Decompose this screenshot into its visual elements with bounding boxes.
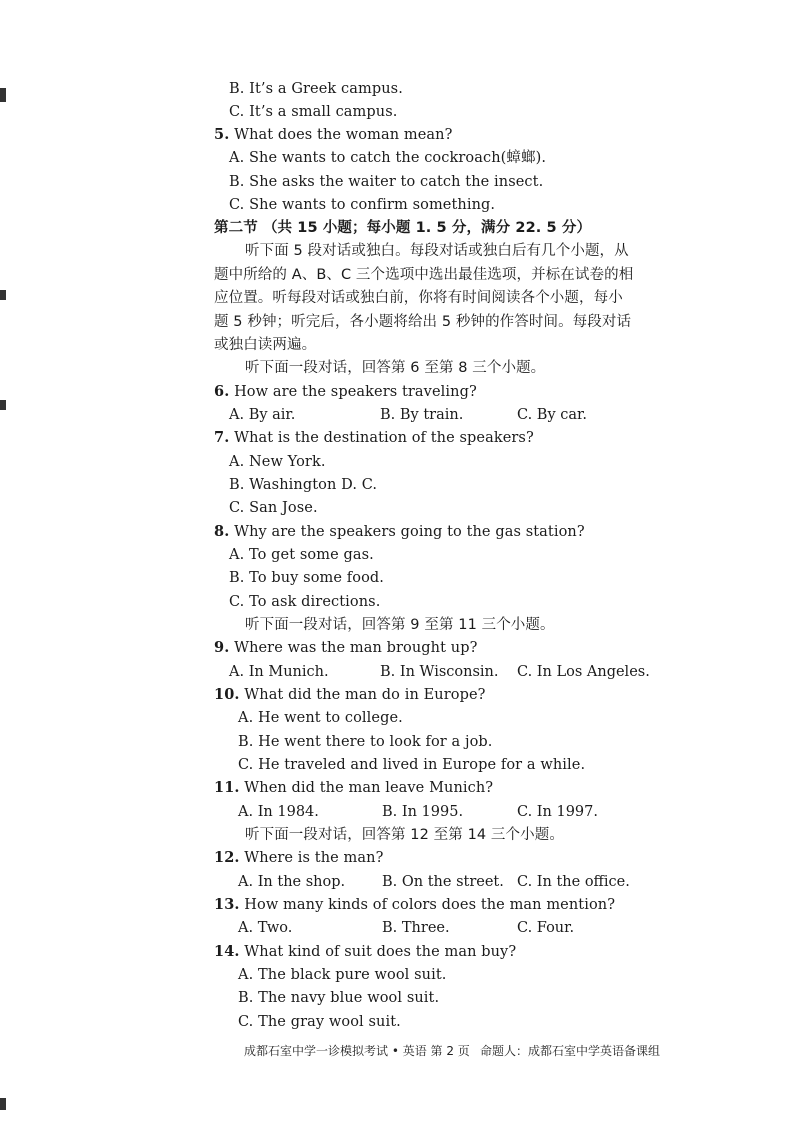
dialogue-intro: 听下面一段对话，回答第 12 至第 14 三个小题。 [245,827,564,843]
option-14b: B. The navy blue wool suit. [238,990,440,1006]
instruction-line: 听下面 5 段对话或独白。每段对话或独白后有几个小题，从 [245,243,629,259]
dialogue-intro: 听下面一段对话，回答第 9 至第 11 三个小题。 [245,617,555,633]
option-8c: C. To ask directions. [229,594,381,610]
instruction-line: 题 5 秒钟；听完后，各小题将给出 5 秒钟的作答时间。每段对话 [214,314,632,330]
option-7c: C. San Jose. [229,500,318,516]
option-6a: A. By air. [229,407,296,423]
question-number: 5. [214,126,230,143]
dialogue-intro: 听下面一段对话，回答第 6 至第 8 三个小题。 [245,360,546,376]
section-heading: 第二节 （共 15 小题；每小题 1. 5 分，满分 22. 5 分） [214,220,592,236]
scan-edge-mark [0,88,6,102]
option-9c: C. In Los Angeles. [517,664,650,680]
question-text: What kind of suit does the man buy? [244,944,517,960]
option-6b: B. By train. [380,407,464,423]
option-11b: B. In 1995. [382,804,464,820]
question-12 [214,848,383,868]
question-8 [214,522,585,542]
instruction-line: 或独白读两遍。 [214,337,317,353]
question-text: Where is the man? [244,850,384,866]
option-6c: C. By car. [517,407,587,423]
option-7a: A. New York. [229,454,326,470]
question-number: 10. [214,686,240,703]
instruction-line: 应位置。听每段对话或独白前，你将有时间阅读各个小题，每小 [214,290,623,306]
option-9a: A. In Munich. [229,664,329,680]
scan-edge-mark [0,400,6,410]
question-number: 6. [214,383,230,400]
question-13 [214,895,615,915]
option-9b: B. In Wisconsin. [380,664,499,680]
question-9 [214,638,477,658]
question-text: What is the destination of the speakers? [234,430,534,446]
question-number: 7. [214,429,230,446]
option-12c: C. In the office. [517,874,630,890]
option-4c: C. It’s a small campus. [229,104,398,120]
option-8b: B. To buy some food. [229,570,385,586]
option-13a: A. Two. [238,920,293,936]
option-5c: C. She wants to confirm something. [229,197,496,213]
question-number: 13. [214,896,240,913]
instruction-line: 题中所给的 A、B、C 三个选项中选出最佳选项，并标在试卷的相 [214,267,634,283]
question-number: 8. [214,523,230,540]
question-5 [214,125,452,145]
question-number: 9. [214,639,230,656]
option-10b: B. He went there to look for a job. [238,734,493,750]
question-7 [214,428,534,448]
option-14a: A. The black pure wool suit. [238,967,447,983]
option-5a: A. She wants to catch the cockroach(蟑螂). [229,150,547,166]
scan-edge-mark [0,290,6,300]
option-10c: C. He traveled and lived in Europe for a while. [238,757,586,773]
page-footer-right: 命题人：成都石室中学英语备课组 [480,1044,661,1058]
question-number: 14. [214,943,240,960]
question-number: 11. [214,779,240,796]
option-8a: A. To get some gas. [229,547,374,563]
question-text: Where was the man brought up? [234,640,478,656]
question-text: What does the woman mean? [234,127,453,143]
scan-edge-mark [0,1098,6,1110]
option-5b: B. She asks the waiter to catch the insect. [229,174,544,190]
question-text: What did the man do in Europe? [244,687,486,703]
option-12b: B. On the street. [382,874,504,890]
option-12a: A. In the shop. [238,874,346,890]
question-text: How are the speakers traveling? [234,384,477,400]
question-text: When did the man leave Munich? [244,780,494,796]
page-footer-left: 成都石室中学一诊模拟考试 • 英语 第 2 页 [244,1044,470,1058]
option-13c: C. Four. [517,920,575,936]
option-7b: B. Washington D. C. [229,477,378,493]
option-11c: C. In 1997. [517,804,598,820]
option-13b: B. Three. [382,920,450,936]
option-11a: A. In 1984. [238,804,319,820]
question-10 [214,685,486,705]
question-number: 12. [214,849,240,866]
question-11 [214,778,493,798]
question-6 [214,382,477,402]
option-14c: C. The gray wool suit. [238,1014,401,1030]
question-14 [214,942,516,962]
option-10a: A. He went to college. [238,710,403,726]
option-4b: B. It’s a Greek campus. [229,81,403,97]
question-text: How many kinds of colors does the man mention? [244,897,616,913]
question-text: Why are the speakers going to the gas station? [234,524,585,540]
